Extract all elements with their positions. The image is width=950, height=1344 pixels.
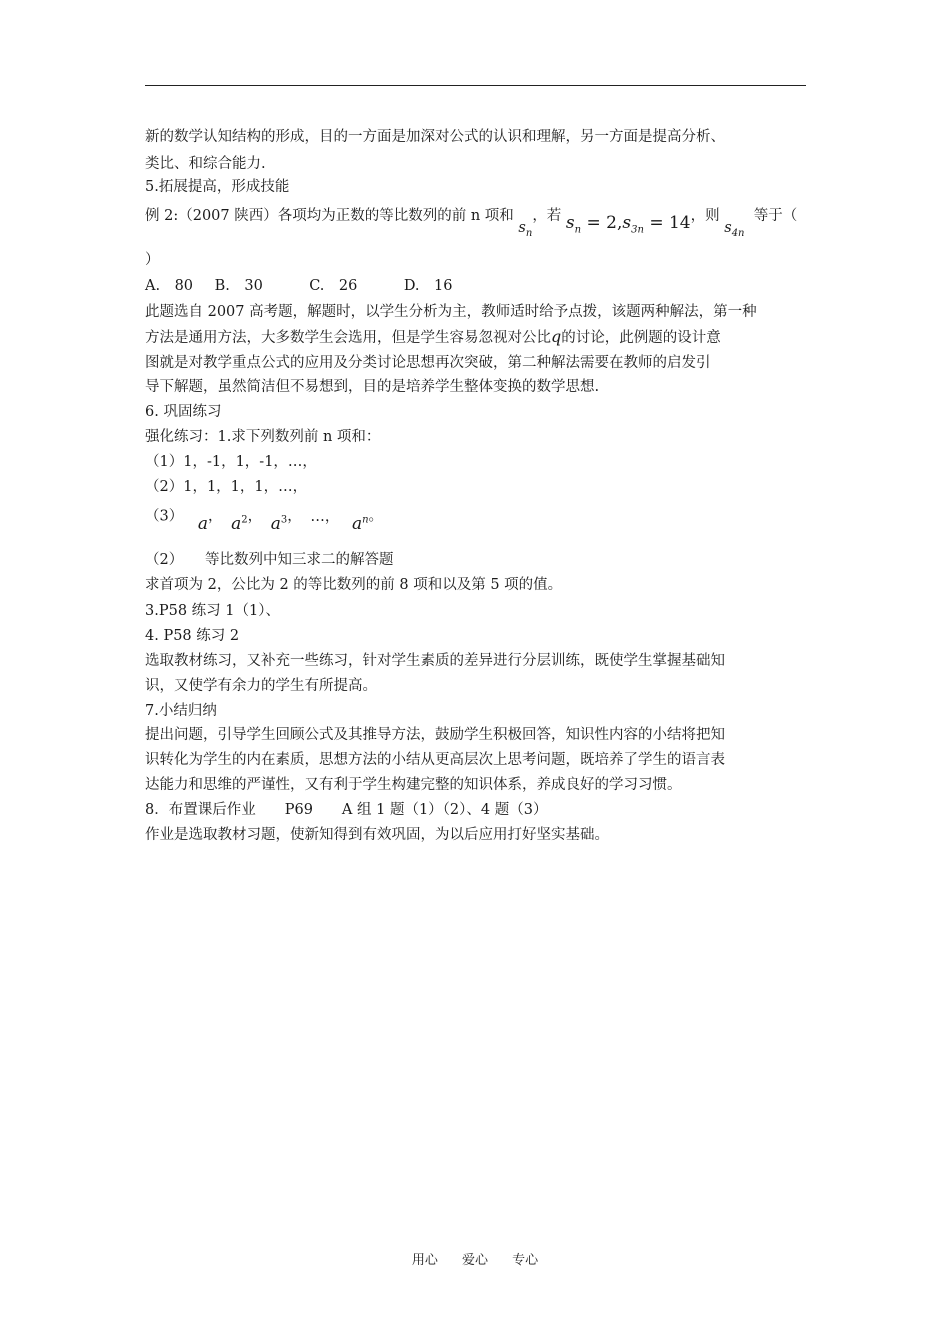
paragraph-line: 3.P58 练习 1（1）、 [145,603,280,619]
q-symbol: q [551,327,562,346]
paragraph-line: 提出问题，引导学生回顾公式及其推导方法，鼓励学生积极回答，知识性内容的小结将把知 [145,727,725,743]
paragraph-line: 求首项为 2，公比为 2 的等比数列的前 8 项和以及第 5 项的值。 [145,577,563,593]
footer-item: 用心 [411,1253,438,1268]
s-n-symbol: $s_n$ [518,220,533,239]
paragraph-line: 此题选自 2007 高考题，解题时，以学生分析为主，教师适时给予点拨，该题两种解法，第一种 [145,304,757,320]
exercise-intro: 强化练习：1.求下列数列前 n 项和： [145,429,381,445]
section-heading-7: 7.小结归纳 [145,703,217,719]
section-heading-5: 5.拓展提高，形成技能 [145,179,290,195]
paragraph-line: 类比、和综合能力. [145,156,266,172]
paragraph-line: 图就是对教学重点公式的应用及分类讨论思想再次突破，第二种解法需要在教师的启发引 [145,355,711,371]
paragraph-line: 方法是通用方法，大多数学生会选用，但是学生容易忽视对公比q的讨论，此例题的设计意 [145,327,721,346]
option-d: D. 16 [403,278,453,294]
paragraph-line: 识，又使学有余力的学生有所提高。 [145,678,377,694]
exercise-1: （1）1，-1，1，-1，…， [145,454,317,470]
footer-item: 爱心 [461,1253,488,1268]
a-cubed-term: $a^3$ [270,513,288,534]
example-2-text: 例 2:（2007 陕西）各项均为正数的等比数列的前 n 项和 [145,208,514,224]
paragraph-line: 新的数学认知结构的形成，目的一方面是加深对公式的认识和理解，另一方面是提高分析、 [145,129,725,145]
header-rule [145,85,806,86]
paragraph-line: 识转化为学生的内在素质，思想方法的小结从更高层次上思考问题，既培养了学生的语言表 [145,752,725,768]
s-4n-symbol: $s_{4n}$ [724,220,745,239]
paragraph-line: 达能力和思维的严谨性，又有利于学生构建完整的知识体系，养成良好的学习习惯。 [145,777,682,793]
example-2-close: ） [145,252,160,268]
ellipsis: …， [310,508,340,525]
page-footer [0,1249,950,1268]
given-equation: $s_n = 2,s_{3n} = 14$ [565,213,691,236]
footer-item: 专心 [512,1253,539,1268]
option-a: A. 80 [145,278,194,294]
paragraph-line: 选取教材练习，又补充一些练习，针对学生素质的差异进行分层训练，既使学生掌握基础知 [145,653,725,669]
paragraph-line: 4. P58 练习 2 [145,628,240,644]
section-heading-6: 6. 巩固练习 [145,404,222,420]
section-heading-8: 8．布置课后作业 P69 A 组 1 题（1）（2）、4 题（3） [145,802,548,818]
exercise-3: （3） a， $a^2$， $a^3$， …， $a^n$。 [145,508,384,534]
a-squared-term: $a^2$ [231,513,248,534]
a-term: a [197,513,208,534]
answer-options [145,276,453,296]
option-b: B. 30 [214,278,263,294]
exercise-2: （2）1，1，1，1，…， [145,479,308,495]
example-2-line: 例 2:（2007 陕西）各项均为正数的等比数列的前 n 项和 $s_n$，若 $s_n = 2,s_{3n} = 14$，则 $s_{4n}$ 等于（ [145,208,798,239]
paragraph-line: 作业是选取教材习题，使新知得到有效巩固，为以后应用打好坚实基础。 [145,827,609,843]
a-n-term: $a^n$ [351,513,369,534]
paragraph-line: （2） 等比数列中知三求二的解答题 [145,552,394,568]
paragraph-line: 导下解题，虽然简洁但不易想到，目的是培养学生整体变换的数学思想. [145,379,600,395]
option-c: C. 26 [309,278,358,294]
